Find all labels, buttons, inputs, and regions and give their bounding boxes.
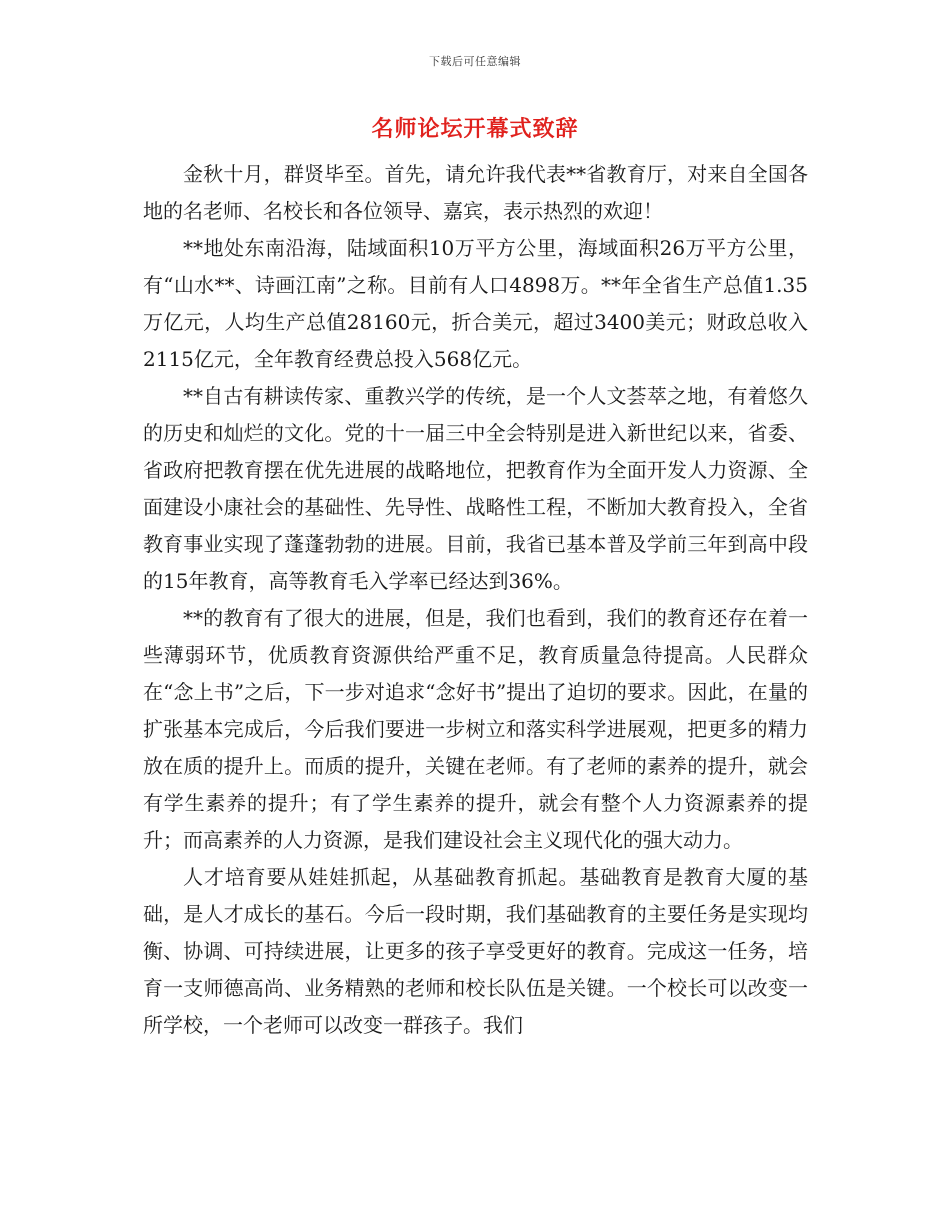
paragraph: 人才培育要从娃娃抓起，从基础教育抓起。基础教育是教育大厦的基础，是人才成长的基石。今后一段时期，我们基础教育的主要任务是实现均衡、协调、可持续进展，让更多的孩子享受更好的教育。完成这一任务，培育一支师德高尚、业务精熟的老师和校长队伍是关键。一个校长可以改变一所学校，一个老师可以改变一群孩子。我们 — [143, 865, 808, 1037]
document-body — [143, 156, 808, 1044]
header-note: 下载后可任意编辑 — [429, 55, 521, 68]
paragraph: **的教育有了很大的进展，但是，我们也看到，我们的教育还存在着一些薄弱环节，优质教育资源供给严重不足，教育质量急待提高。人民群众在“念上书”之后，下一步对追求“念好书”提出了迫切的要求。因此，在量的扩张基本完成后，今后我们要进一步树立和落实科学进展观，把更多的精力放在质的提升上。而质的提升，关键在老师。有了老师的素养的提升，就会有学生素养的提升；有了学生素养的提升，就会有整个人力资源素养的提升；而高素养的人力资源，是我们建设社会主义现代化的强大动力。 — [143, 606, 808, 852]
paragraph: **自古有耕读传家、重教兴学的传统，是一个人文荟萃之地，有着悠久的历史和灿烂的文化。党的十一届三中全会特别是进入新世纪以来，省委、省政府把教育摆在优先进展的战略地位，把教育作为全面开发人力资源、全面建设小康社会的基础性、先导性、战略性工程，不断加大教育投入，全省教育事业实现了蓬蓬勃勃的进展。目前，我省已基本普及学前三年到高中段的15年教育，高等教育毛入学率已经达到36%。 — [143, 384, 808, 593]
paragraph: **地处东南沿海，陆域面积10万平方公里，海域面积26万平方公里，有“山水**、诗画江南”之称。目前有人口4898万。**年全省生产总值1.35万亿元，人均生产总值28160元，折合美元，超过3400美元；财政总收入2115亿元，全年教育经费总投入568亿元。 — [143, 236, 808, 371]
paragraph: 金秋十月，群贤毕至。首先，请允许我代表**省教育厅，对来自全国各地的名老师、名校长和各位领导、嘉宾，表示热烈的欢迎！ — [143, 162, 808, 223]
document-title: 名师论坛开幕式致辞 — [371, 116, 579, 142]
